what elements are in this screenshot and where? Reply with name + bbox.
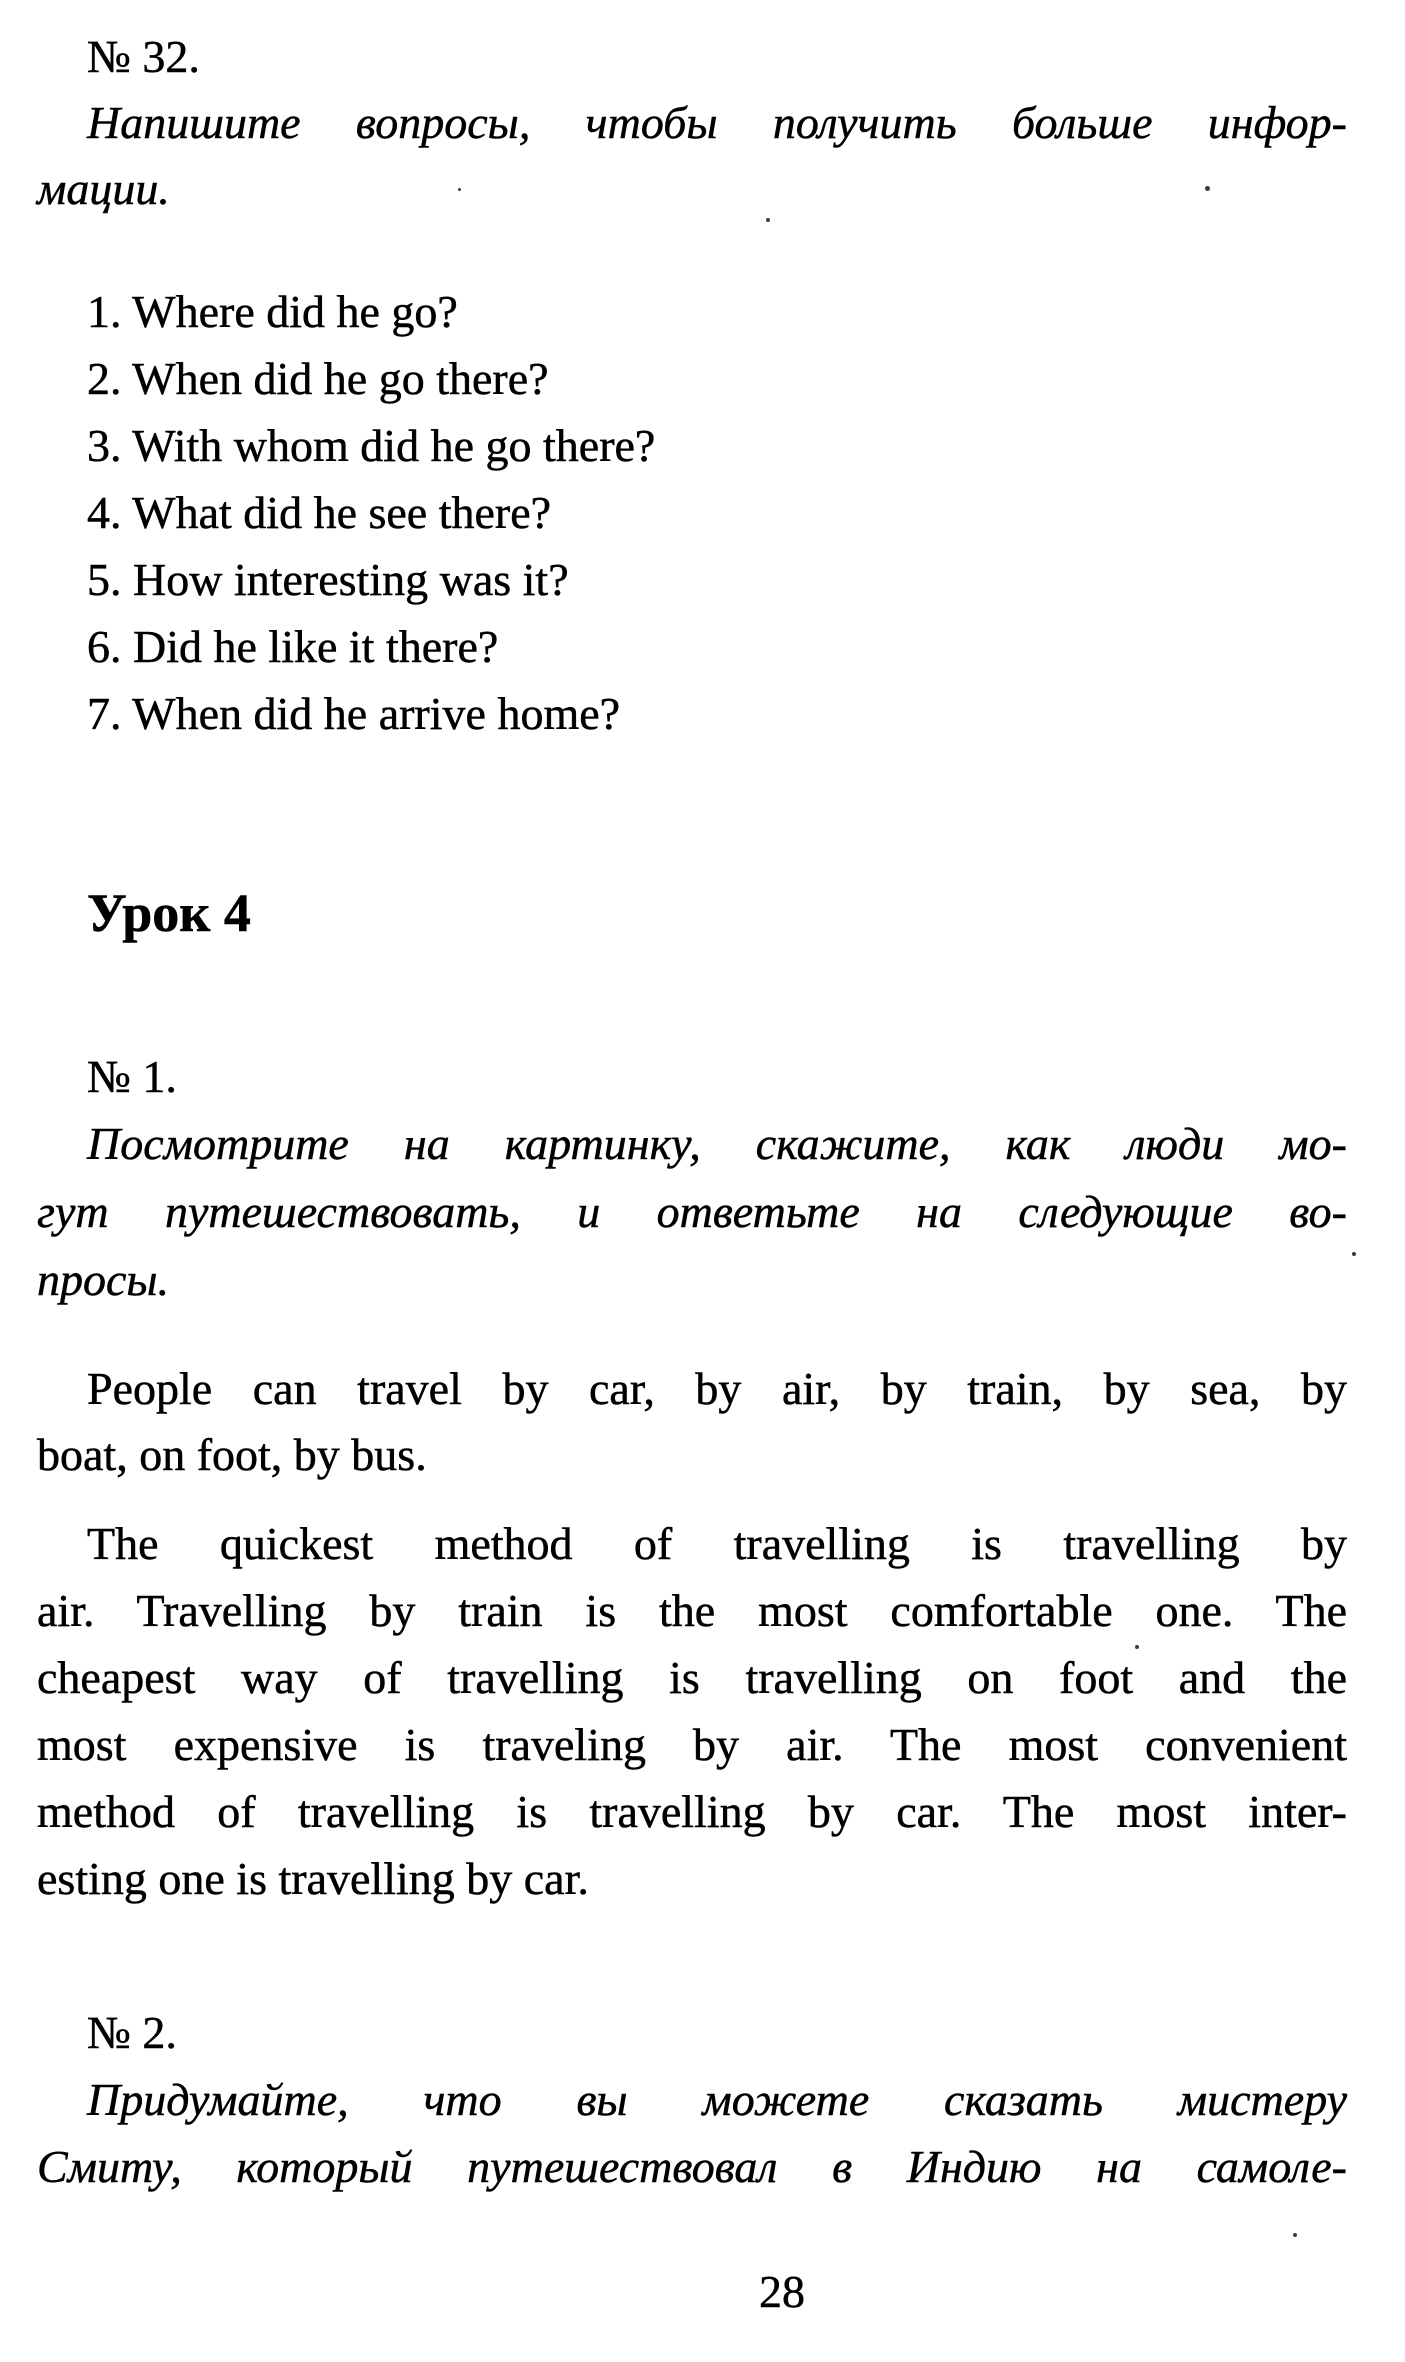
answer-paragraph-1-line-2: boat, on foot, by bus.	[37, 1429, 427, 1480]
page-number: 28	[759, 2266, 805, 2317]
answer-paragraph-2-line-6: esting one is travelling by car.	[37, 1853, 589, 1904]
exercise-32-instruction-line-1: Напишите вопросы, чтобы получить больше инфор-	[87, 97, 1347, 148]
exercise-32-instruction-line-2: мации.	[37, 163, 170, 214]
exercise-1-instruction-line-1: Посмотрите на картинку, скажите, как люди мо-	[87, 1118, 1347, 1169]
scan-speck	[1352, 1252, 1356, 1256]
question-item-3: 3. With whom did he go there?	[87, 420, 656, 471]
lesson-4-heading: Урок 4	[87, 883, 251, 943]
scan-speck	[1293, 2233, 1297, 2237]
exercise-1-instruction	[37, 1110, 1347, 1314]
exercise-1-answer-paragraph-2	[37, 1510, 1347, 1912]
answer-paragraph-2-line-5: method of travelling is travelling by car. The most inter-	[37, 1786, 1347, 1837]
question-item-5: 5. How interesting was it?	[87, 554, 569, 605]
question-item-6: 6. Did he like it there?	[87, 621, 499, 672]
scan-speck	[1135, 1645, 1139, 1649]
answer-paragraph-2-line-4: most expensive is traveling by air. The most convenient	[37, 1719, 1347, 1770]
exercise-2-label: № 2.	[87, 2007, 177, 2058]
exercise-32-instruction	[37, 90, 1347, 222]
exercise-1-label: № 1.	[87, 1051, 177, 1102]
exercise-2-instruction	[37, 2066, 1347, 2200]
exercise-1-instruction-line-3: просы.	[37, 1254, 170, 1305]
question-item-2: 2. When did he go there?	[87, 353, 549, 404]
exercise-32-label: № 32.	[87, 31, 200, 82]
scan-speck	[1205, 186, 1210, 191]
answer-paragraph-2-line-2: air. Travelling by train is the most comfortable one. The	[37, 1585, 1347, 1636]
answer-paragraph-2-line-3: cheapest way of travelling is travelling on foot and the	[37, 1652, 1347, 1703]
scan-speck	[766, 218, 770, 222]
question-item-1: 1. Where did he go?	[87, 286, 458, 337]
scan-speck	[458, 188, 461, 191]
exercise-32-questions-list	[37, 278, 1347, 747]
exercise-1-answer-paragraph-1	[37, 1356, 1347, 1488]
question-item-4: 4. What did he see there?	[87, 487, 552, 538]
question-item-7: 7. When did he arrive home?	[87, 688, 621, 739]
exercise-2-instruction-line-1: Придумайте, что вы можете сказать мистеру	[87, 2074, 1347, 2125]
exercise-2-instruction-line-2: Смиту, который путешествовал в Индию на самоле-	[37, 2141, 1347, 2192]
answer-paragraph-1-line-1: People can travel by car, by air, by train, by sea, by	[87, 1363, 1347, 1414]
exercise-1-instruction-line-2: гут путешествовать, и ответьте на следующие во-	[37, 1186, 1347, 1237]
answer-paragraph-2-line-1: The quickest method of travelling is travelling by	[87, 1518, 1347, 1569]
